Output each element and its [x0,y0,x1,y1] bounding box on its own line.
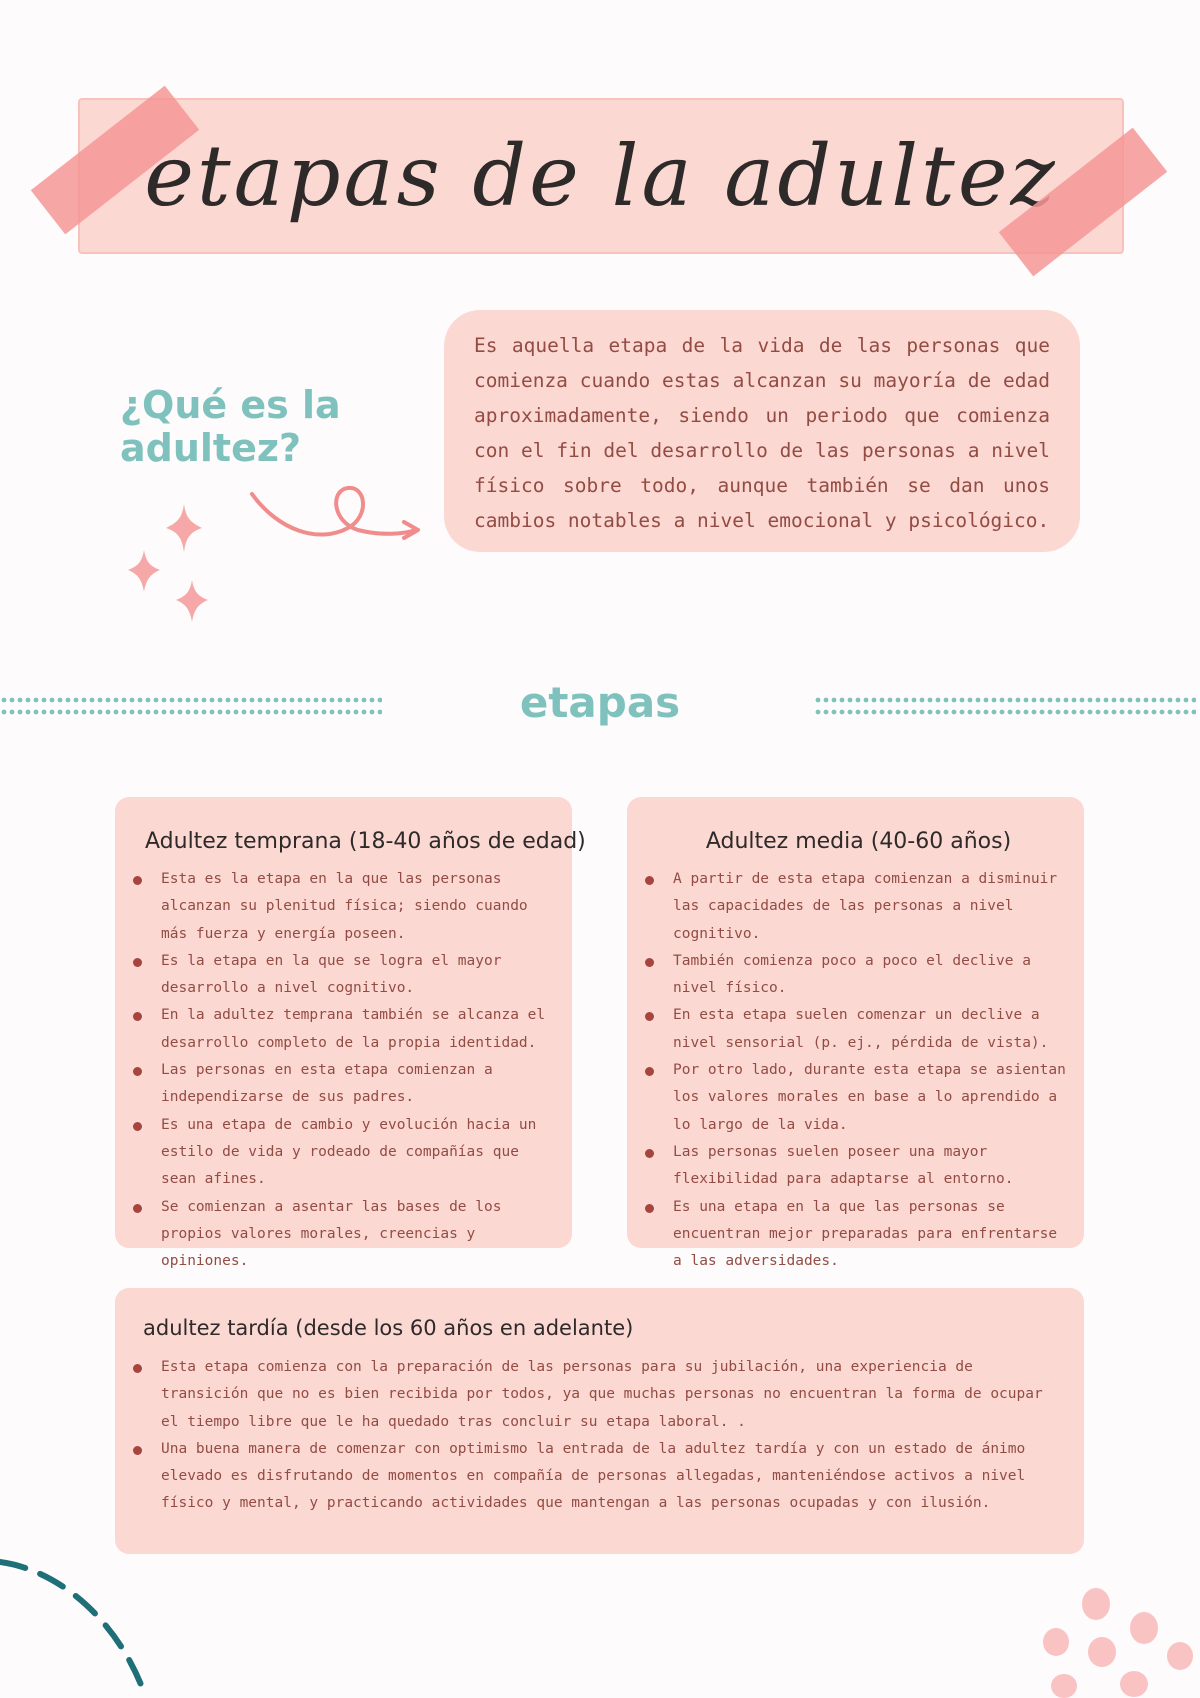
sparkles-icon [126,504,210,624]
list-item: Esta es la etapa en la que las personas alcanzan su plenitud física; siendo cuando más fuerza y energía poseen. [131,866,561,948]
late-adulthood-card [115,1288,1084,1554]
late-adulthood-list [131,1354,1064,1518]
list-item: Es una etapa de cambio y evolución hacia un estilo de vida y rodeado de compañías que sean afines. [131,1112,561,1194]
dotted-divider-right [814,695,1196,719]
pink-dots-decoration [1040,1586,1200,1698]
list-item: Es la etapa en la que se logra el mayor desarrollo a nivel cognitivo. [131,948,561,1003]
middle-adulthood-title: Adultez media (40-60 años) [705,829,1012,854]
middle-adulthood-card [627,797,1084,1270]
list-item: Una buena manera de comenzar con optimismo la entrada de la adultez tardía y con un estado de ánimo elevado es disfrutando de momentos en compañía de personas allegadas, manteniéndose activos a nivel físico y mental, y practicando actividades que mantengan a las personas ocupadas y con ilusión. [131,1436,1064,1518]
curly-arrow-icon [248,478,428,560]
early-adulthood-card [115,797,586,1270]
definition-text: Es aquella etapa de la vida de las personas que comienza cuando estas alcanzan su mayoría de edad aproximadamente, siendo un periodo que comienza con el fin del desarrollo de las personas a nivel físico sobre todo, aunque también se dan unos cambios notables a nivel emocional y psicológico. [474,334,1050,532]
list-item: Las personas en esta etapa comienzan a independizarse de sus padres. [131,1057,561,1112]
middle-adulthood-list [643,866,1074,1275]
dotted-divider-left [0,695,382,719]
list-item: Esta etapa comienza con la preparación de las personas para su jubilación, una experiencia de transición que no es bien recibida por todos, ya que muchas personas no encuentran la forma de ocupar el tiempo libre que le ha quedado tras concluir su etapa laboral. . [131,1354,1064,1436]
stages-heading: etapas [519,678,681,727]
dashed-arc-decoration [0,1552,160,1698]
list-item: Es una etapa en la que las personas se encuentran mejor preparadas para enfrentarse a las adversidades. [643,1194,1074,1276]
list-item: Las personas suelen poseer una mayor flexibilidad para adaptarse al entorno. [643,1139,1074,1194]
question-heading: ¿Qué es la adultez? [120,383,341,470]
list-item: Se comienzan a asentar las bases de los propios valores morales, creencias y opiniones. [131,1194,561,1276]
list-item: En la adultez temprana también se alcanza el desarrollo completo de la propia identidad. [131,1002,561,1057]
early-adulthood-list [131,866,561,1275]
list-item: En esta etapa suelen comenzar un declive a nivel sensorial (p. ej., pérdida de vista). [643,1002,1074,1057]
list-item: Por otro lado, durante esta etapa se asientan los valores morales en base a lo aprendido a lo largo de la vida. [643,1057,1074,1139]
definition-box [444,310,1080,552]
title-banner [78,98,1124,254]
page-title: etapas de la adultez [144,127,1058,225]
early-adulthood-title: Adultez temprana (18-40 años de edad) [145,829,586,854]
list-item: También comienza poco a poco el declive a nivel físico. [643,948,1074,1003]
late-adulthood-title: adultez tardía (desde los 60 años en adelante) [143,1316,634,1340]
list-item: A partir de esta etapa comienzan a disminuir las capacidades de las personas a nivel cognitivo. [643,866,1074,948]
